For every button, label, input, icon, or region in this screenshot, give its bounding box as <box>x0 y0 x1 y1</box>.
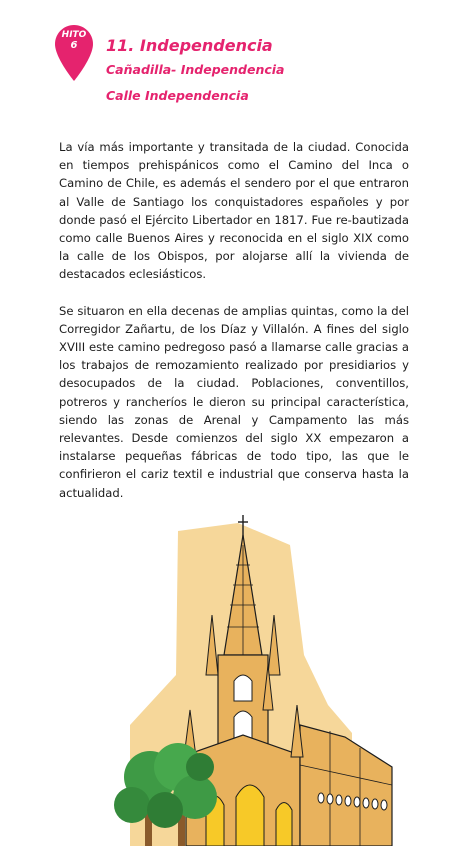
church-illustration <box>0 505 456 846</box>
church-nave <box>300 725 392 846</box>
milestone-number: 6 <box>70 40 78 51</box>
subtitle-primary: Cañadilla- Independencia <box>106 62 285 77</box>
milestone-label: HITO <box>61 30 87 40</box>
paragraph-history: La vía más importante y transitada de la ciudad. Conocida en tiempos prehispánicos como el Camino del Inca o Camino de Chile, es además el sendero por el que entraron al Valle de Santiago los conquistadores españoles y por donde pasó el Ejército Libertador en 1817. Fue re-bautizada como calle Buenos Aires y reconocida en el siglo XIX como la calle de los Obispos, por alojarse allí la vivienda de destacados eclesiásticos. <box>59 140 409 282</box>
section-heading <box>106 35 284 109</box>
page-title: 11. Independencia <box>106 36 273 55</box>
article-body <box>59 138 409 520</box>
subtitle-secondary: Calle Independencia <box>106 88 249 103</box>
paragraph-development: Se situaron en ella decenas de amplias quintas, como la del Corregidor Zañartu, de los Díaz y Villalón. A fines del siglo XVIII este camino pedregoso pasó a llamarse calle gracias a los trabajos de remozamiento realizado por presidiarios y desocupados de la ciudad. Poblaciones, conventillos, potreros y rancheríos le dieron su principal característica, siendo las zonas de Arenal y Campamento las más relevantes. Desde comienzos del siglo XX empezaron a instalarse pequeñas fábricas de todo tipo, las que le confirieron el cariz textil e industrial que conserva hasta la actualidad. <box>59 303 409 500</box>
milestone-marker <box>55 30 93 51</box>
